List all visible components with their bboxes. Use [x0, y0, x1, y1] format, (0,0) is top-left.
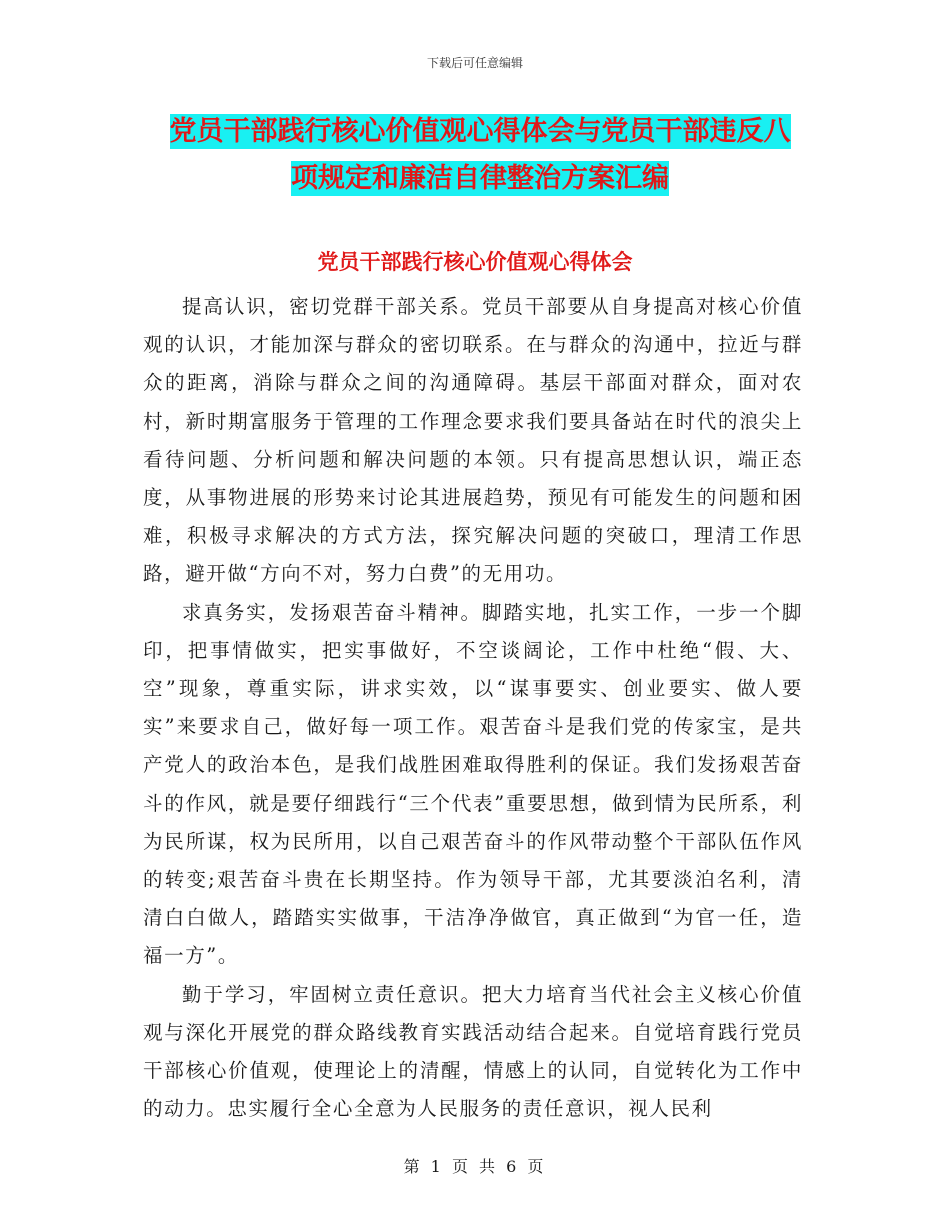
document-title-line-2: 项规定和廉洁自律整治方案汇编 — [291, 163, 669, 194]
document-body — [143, 288, 803, 1128]
section-title: 党员干部践行核心价值观心得体会 — [317, 250, 633, 274]
body-paragraph: 提高认识，密切党群干部关系。党员干部要从自身提高对核心价值观的认识，才能加深与群众的密切联系。在与群众的沟通中，拉近与群众的距离，消除与群众之间的沟通障碍。基层干部面对群众，面对农村，新时期富服务于管理的工作理念要求我们要具备站在时代的浪尖上看待问题、分析问题和解决问题的本领。只有提高思想认识，端正态度，从事物进展的形势来讨论其进展趋势，预见有可能发生的问题和困难，积极寻求解决的方式方法，探究解决问题的突破口，理清工作思路，避开做“方向不对，努力白费”的无用功。 — [143, 295, 803, 586]
body-paragraph: 勤于学习，牢固树立责任意识。把大力培育当代社会主义核心价值观与深化开展党的群众路线教育实践活动结合起来。自觉培育践行党员干部核心价值观，使理论上的清醒，情感上的认同，自觉转化为工作中的动力。忠实履行全心全意为人民服务的责任意识，视人民利 — [143, 982, 803, 1121]
document-title-line-1: 党员干部践行核心价值观心得体会与党员干部违反八 — [169, 116, 791, 147]
page-footer: 第 1 页 共 6 页 — [403, 1157, 547, 1176]
document-title — [140, 108, 820, 202]
header-note: 下载后可任意编辑 — [426, 56, 523, 70]
body-paragraph: 求真务实，发扬艰苦奋斗精神。脚踏实地，扎实工作，一步一个脚印，把事情做实，把实事做好，不空谈阔论，工作中杜绝“假、大、空”现象，尊重实际，讲求实效，以“谋事要实、创业要实、做人要实”来要求自己，做好每一项工作。艰苦奋斗是我们党的传家宝，是共产党人的政治本色，是我们战胜困难取得胜利的保证。我们发扬艰苦奋斗的作风，就是要仔细践行“三个代表”重要思想，做到情为民所系，利为民所谋，权为民所用，以自己艰苦奋斗的作风带动整个干部队伍作风的转变;艰苦奋斗贵在长期坚持。作为领导干部，尤其要淡泊名利，清清白白做人，踏踏实实做事，干洁净净做官，真正做到“为官一任，造福一方”。 — [143, 600, 803, 968]
